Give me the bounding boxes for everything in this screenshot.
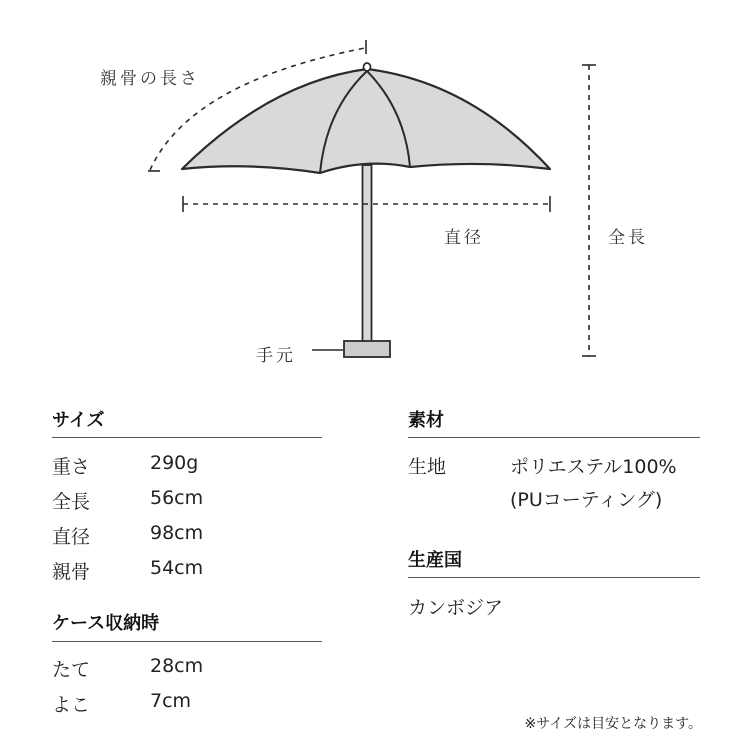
- total-length-label: 全長: [608, 228, 648, 248]
- material-row-value: ポリエステル100%: [510, 456, 677, 478]
- size-row-key: 直径: [52, 526, 91, 548]
- size-row-key: 重さ: [52, 456, 91, 478]
- umbrella-handle: [344, 341, 390, 357]
- material-divider: [408, 437, 700, 438]
- size-row-value: 56cm: [150, 487, 204, 509]
- size-row-value: 290g: [150, 452, 199, 474]
- case-row-value: 7cm: [150, 690, 192, 712]
- umbrella-shaft: [363, 165, 372, 343]
- handle-label: 手元: [256, 346, 296, 366]
- material-coating-value: (PUコーティング): [510, 489, 663, 511]
- size-section-title: サイズ: [52, 410, 105, 431]
- rib-length-label: 親骨の長さ: [100, 69, 200, 89]
- size-row-key: 親骨: [52, 561, 91, 583]
- size-row-value: 54cm: [150, 557, 204, 579]
- case-row-value: 28cm: [150, 655, 204, 677]
- origin-divider: [408, 577, 700, 578]
- size-row-key: 全長: [52, 491, 91, 513]
- case-row-key: たて: [52, 659, 91, 681]
- case-row-key: よこ: [52, 694, 91, 716]
- umbrella-canopy: [182, 69, 550, 173]
- size-disclaimer-note: ※サイズは目安となります。: [524, 716, 702, 732]
- size-row-value: 98cm: [150, 522, 204, 544]
- origin-section-title: 生産国: [408, 550, 462, 571]
- origin-value: カンボジア: [408, 597, 504, 619]
- material-section-title: 素材: [408, 410, 444, 431]
- umbrella-tip: [364, 63, 371, 71]
- diameter-label: 直径: [444, 228, 484, 248]
- size-divider: [52, 437, 322, 438]
- case-divider: [52, 641, 322, 642]
- material-row-key: 生地: [408, 456, 447, 478]
- case-section-title: ケース収納時: [52, 613, 160, 634]
